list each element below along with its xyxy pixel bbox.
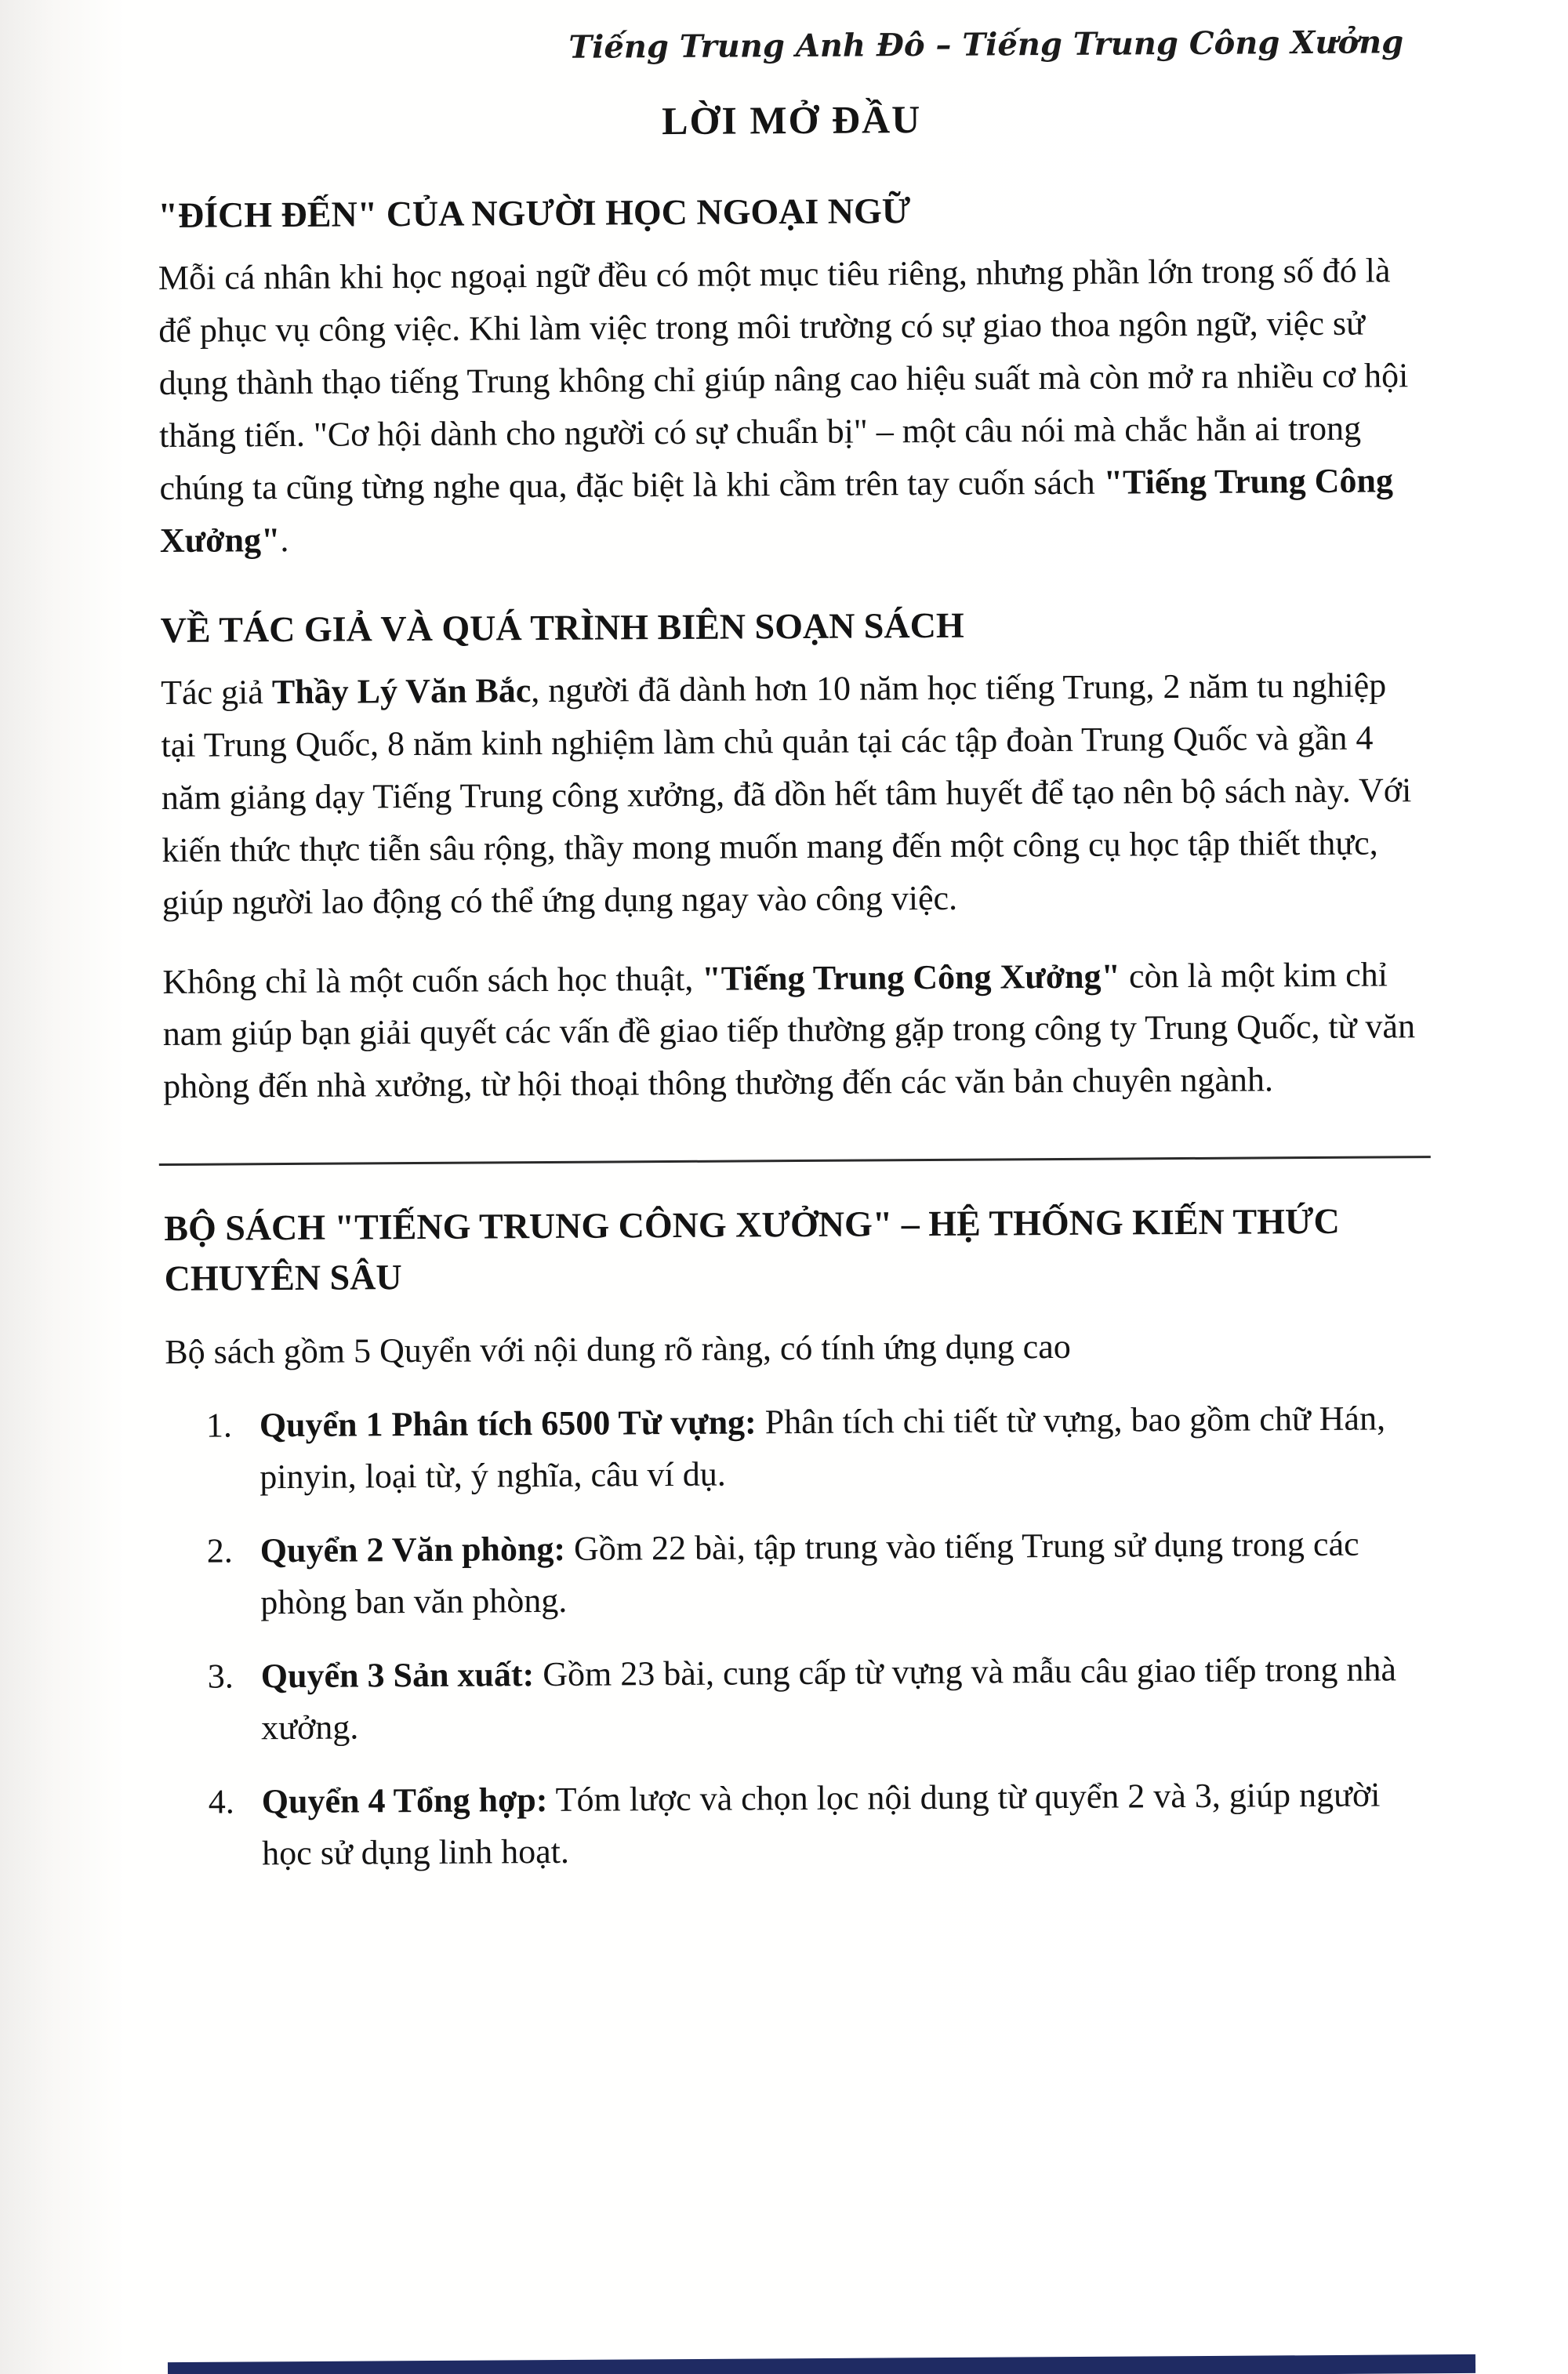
list-item-text <box>262 1769 1437 1879</box>
list-item-text <box>260 1392 1435 1503</box>
text-run: Mỗi cá nhân khi học ngoại ngữ đều có một mục tiêu riêng, nhưng phần lớn trong số đó là để phục vụ công việc. Khi làm việc trong môi trường có sự giao thoa ngôn ngữ, việc sử dụng thành thạo tiếng Trung không chỉ giúp nâng cao hiệu suất mà còn mở ra nhiều cơ hội thăng tiến. "Cơ hội dành cho người có sự chuẩn bị" – một câu nói mà chắc hẳn ai trong chúng ta cũng từng nghe qua, đặc biệt là khi cầm trên tay cuốn sách <box>158 251 1409 507</box>
page-content <box>157 24 1436 1880</box>
section-heading-author: VỀ TÁC GIẢ VÀ QUÁ TRÌNH BIÊN SOẠN SÁCH <box>160 604 964 650</box>
text-run-bold: Quyển 3 Sản xuất: <box>260 1655 535 1696</box>
text-run-bold: Quyển 1 Phân tích 6500 Từ vựng: <box>259 1403 757 1445</box>
paragraph-author-2 <box>162 949 1432 1114</box>
list-item-number: 1. <box>205 1406 233 1445</box>
text-run: Gồm 22 bài, tập trung vào tiếng Trung sử dụng trong các phòng ban văn phòng. <box>260 1524 1359 1622</box>
text-run: còn là một kim chỉ nam giúp bạn giải quyết các vấn đề giao tiếp thường gặp trong công ty Trung Quốc, từ văn phòng đến nhà xưởng, từ hội thoại thông thường đến các văn bản chuyên ngành. <box>162 954 1416 1106</box>
text-run-bold: Quyển 2 Văn phòng: <box>260 1529 566 1570</box>
section-heading-goal: "ĐÍCH ĐẾN" CỦA NGƯỜI HỌC NGOẠI NGỮ <box>158 191 911 235</box>
text-run: . <box>280 520 289 559</box>
list-item <box>165 1392 1435 1504</box>
list-item-number: 2. <box>206 1531 233 1570</box>
text-run-bold: Quyển 4 Tổng hợp: <box>261 1781 548 1821</box>
paragraph-author-1 <box>161 659 1431 929</box>
text-run: Gồm 23 bài, cung cấp từ vựng và mẫu câu giao tiếp trong nhà xưởng. <box>261 1650 1397 1748</box>
text-run-bold: Thầy Lý Văn Bắc <box>271 671 532 712</box>
text-run-bold: "Tiếng Trung Công Xưởng" <box>702 956 1121 998</box>
section-divider <box>159 1156 1431 1166</box>
list-item-number: 3. <box>207 1657 234 1696</box>
text-run: Không chỉ là một cuốn sách học thuật, <box>162 959 702 1001</box>
series-intro: Bộ sách gồm 5 Quyển với nội dung rõ ràng, có tính ứng dụng cao <box>165 1327 1071 1372</box>
text-run: Tác giả <box>161 673 273 713</box>
book-list <box>165 1392 1437 1880</box>
text-run-bold: "Tiếng Trung Công Xưởng" <box>159 461 1394 560</box>
list-item-text <box>260 1518 1436 1628</box>
section-heading-series: BỘ SÁCH "TIẾNG TRUNG CÔNG XƯỞNG" – HỆ THỐNG KIẾN THỨC CHUYÊN SÂU <box>164 1201 1340 1298</box>
running-header: Tiếng Trung Anh Đô – Tiếng Trung Công Xưởng <box>568 24 1404 66</box>
page-title: LỜI MỞ ĐẦU <box>661 97 922 143</box>
list-item <box>167 1643 1436 1755</box>
list-item <box>168 1769 1437 1880</box>
list-item-text <box>261 1643 1436 1754</box>
text-run: Tóm lược và chọn lọc nội dung từ quyển 2 và 3, giúp người học sử dụng linh hoạt. <box>262 1775 1381 1873</box>
paragraph-goal <box>158 245 1428 568</box>
list-item <box>166 1518 1436 1629</box>
list-item-number: 4. <box>208 1782 234 1821</box>
text-run: Phân tích chi tiết từ vựng, bao gồm chữ Hán, pinyin, loại từ, ý nghĩa, câu ví dụ. <box>260 1399 1386 1497</box>
next-page-edge-strip <box>168 2354 1475 2374</box>
text-run: , người đã dành hơn 10 năm học tiếng Trung, 2 năm tu nghiệp tại Trung Quốc, 8 năm kinh nghiệm làm chủ quản tại các tập đoàn Trung Quốc và gần 4 năm giảng dạy Tiếng Trung công xưởng, đã dồn hết tâm huyết để tạo nên bộ sách này. Với kiến thức thực tiễn sâu rộng, thầy mong muốn mang đến một công cụ học tập thiết thực, giúp người lao động có thể ứng dụng ngay vào công việc. <box>161 666 1412 922</box>
